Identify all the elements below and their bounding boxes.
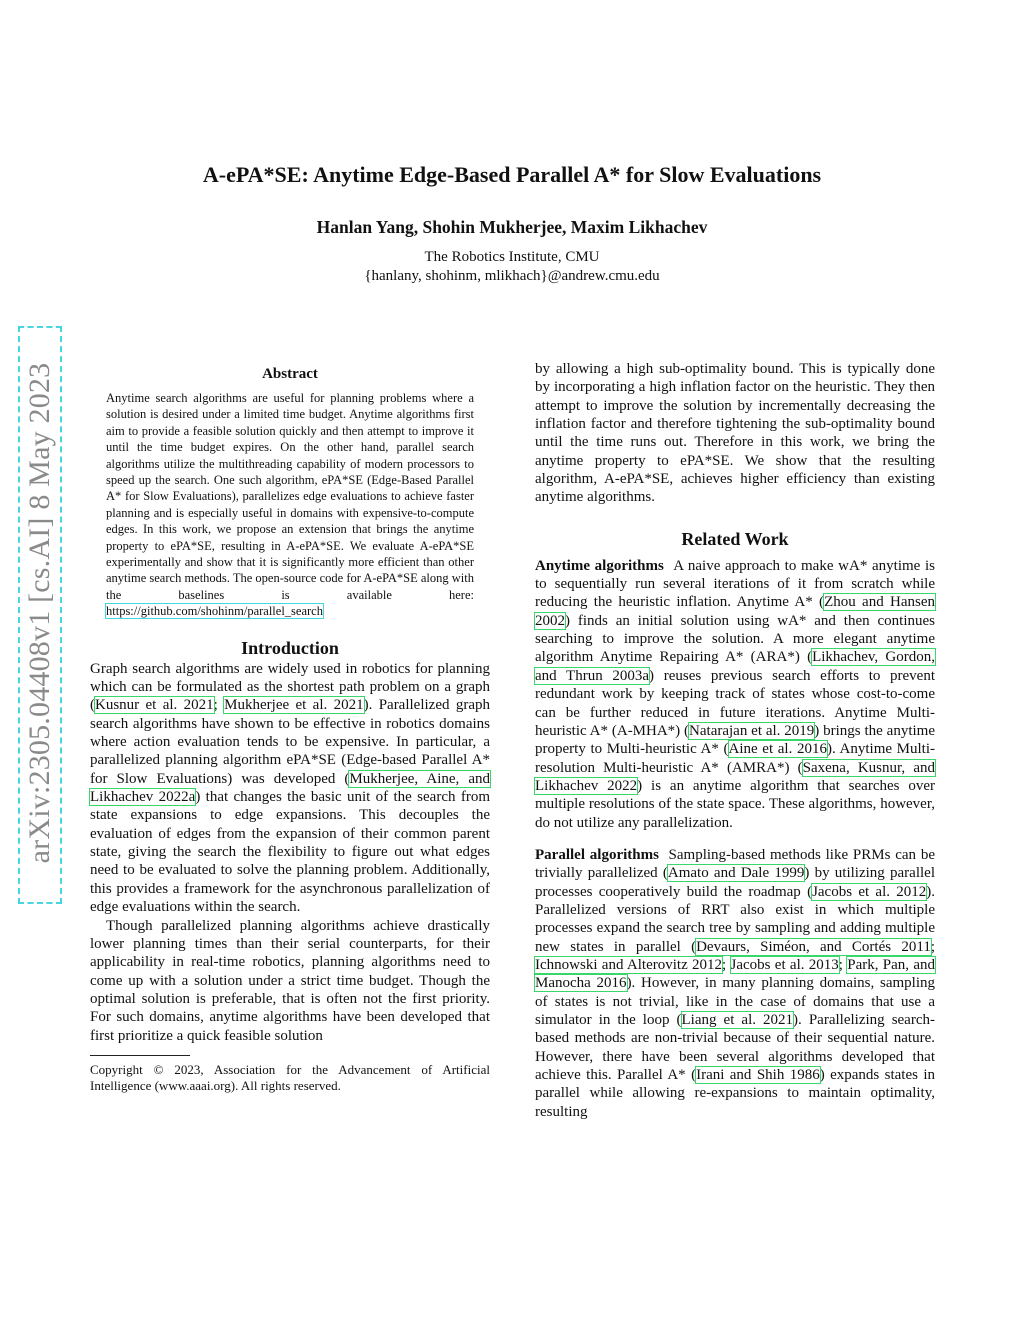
text-run: ). Parallelizing search-based methods are non-trivial because of their sequential nature. However, there have been several algorithms developed that achieve this. Parallel A* ( bbox=[535, 1012, 935, 1084]
text-run: ). Parallelized graph search algorithms have shown to be effective in robotics domains where action evaluation tends to be expensive. In particular, a parallelized planning algorithm ePA*SE (Edge-based Parallel A* for Slow Evaluations) was developed ( bbox=[90, 697, 490, 787]
left-column bbox=[90, 360, 490, 1094]
parallel-algorithms-paragraph bbox=[535, 846, 935, 1121]
affiliation-block bbox=[90, 248, 934, 286]
text-run: ; bbox=[213, 697, 225, 714]
citation-link[interactable]: Amato and Dale 1999 bbox=[667, 865, 805, 882]
citation-link[interactable]: Kusnur et al. 2021 bbox=[95, 697, 214, 714]
anytime-algorithms-paragraph bbox=[535, 557, 935, 832]
text-run: ). Anytime Multi-resolution Multi-heuristic A* (AMRA*) ( bbox=[535, 741, 936, 776]
author-emails: {hanlany, shohinm, mlikhach}@andrew.cmu.edu bbox=[364, 268, 660, 284]
citation-link[interactable]: Likhachev, Gordon, and Thrun 2003a bbox=[535, 649, 935, 684]
citation-link[interactable]: Park, Pan, and Manocha 2016 bbox=[535, 956, 935, 992]
anytime-algorithms-run-head: Anytime algorithms bbox=[535, 557, 664, 574]
footnote-rule bbox=[90, 1055, 190, 1056]
parallel-algorithms-run-head: Parallel algorithms bbox=[535, 846, 659, 863]
citation-link[interactable]: Natarajan et al. 2019 bbox=[689, 722, 815, 739]
code-repository-link[interactable]: https://github.com/shohinm/parallel_search bbox=[106, 604, 323, 619]
text-run: ) finds an initial solution using wA* and then continues searching to improve the solution. A more elegant anytime algorithm Anytime Repairing A* (ARA*) ( bbox=[535, 612, 935, 666]
citation-link[interactable]: Liang et al. 2021 bbox=[681, 1012, 794, 1028]
text-run: Graph search algorithms are widely used in robotics for planning which can be formulated as the shortest path problem on a graph ( bbox=[90, 660, 490, 714]
text-run: ) expands states in parallel while allowing re-expansions to maintain optimality, resulting bbox=[535, 1067, 936, 1120]
abstract-heading: Abstract bbox=[262, 366, 318, 382]
citation-link[interactable]: Irani and Shih 1986 bbox=[696, 1067, 820, 1084]
text-run: Sampling-based methods like PRMs can be trivially parallelized ( bbox=[535, 846, 935, 882]
text-run: ) by utilizing parallel processes cooperatively build the roadmap ( bbox=[535, 865, 935, 900]
citation-link[interactable]: Saxena, Kusnur, and Likhachev 2022 bbox=[535, 759, 935, 794]
copyright-footnote: Copyright © 2023, Association for the Advancement of Artificial Intelligence (www.aaai.org). All rights reserved. bbox=[90, 1061, 490, 1093]
related-work-heading: Related Work bbox=[681, 528, 789, 549]
citation-link[interactable]: Aine et al. 2016 bbox=[728, 741, 827, 758]
citation-link[interactable]: Ichnowski and Alterovitz 2012 bbox=[535, 956, 723, 973]
affiliation: The Robotics Institute, CMU bbox=[424, 249, 600, 265]
text-run: ; bbox=[838, 956, 848, 973]
citation-link[interactable]: Mukherjee, Aine, and Likhachev 2022a bbox=[90, 770, 491, 806]
text-run: ; bbox=[722, 956, 731, 973]
author-list: Hanlan Yang, Shohin Mukherjee, Maxim Likhachev bbox=[316, 217, 708, 237]
paper-title: A-ePA*SE: Anytime Edge-Based Parallel A* for Slow Evaluations bbox=[202, 162, 822, 187]
text-run: ). Parallelized versions of RRT also exist in which multiple processes expand the search tree by sampling and adding multiple new states in parallel ( bbox=[535, 883, 935, 955]
abstract-body: Anytime search algorithms are useful for planning problems where a solution is desired under a limited time budget. Anytime algorithms first aim to provide a feasible solution quickly and then attempt to improve it until the time budget expires. On the other hand, parallel search algorithms utilize the multithreading capability of modern processors to speed up the search. One such algorithm, ePA*SE (Edge-Based Parallel A* for Slow Evaluations), parallelizes edge evaluations to achieve faster planning and is especially useful in domains with expensive-to-compute edges. In this work, we propose an extension that brings the anytime property to ePA*SE, resulting in A-ePA*SE. We evaluate A-ePA*SE experimentally and show that it is significantly more efficient than other anytime search methods. The open-source code for A-ePA*SE along with the baselines is available here: bbox=[106, 391, 474, 602]
citation-link[interactable]: Devaurs, Siméon, and Cortés 2011 bbox=[696, 938, 931, 955]
introduction-paragraph-1 bbox=[90, 660, 490, 917]
text-run: ) reuses previous search efforts to prevent redundant work by keeping track of states whose cost-to-come can be further reduced in future iterations. Anytime Multi-heuristic A* (A-MHA*) ( bbox=[535, 667, 936, 739]
introduction-heading: Introduction bbox=[241, 637, 339, 658]
text-run: A naive approach to make wA* anytime is to sequentially run several iterations of it from scratch while reducing the heuristic inflation. Anytime A* ( bbox=[535, 557, 935, 611]
citation-link[interactable]: Mukherjee et al. 2021 bbox=[224, 697, 364, 714]
right-column bbox=[535, 360, 935, 1121]
citation-link[interactable]: Jacobs et al. 2013 bbox=[730, 956, 839, 973]
text-run: ) brings the anytime property to Multi-heuristic A* ( bbox=[535, 722, 935, 758]
text-run: ) is an anytime algorithm that searches over multiple resolutions of the state space. These algorithms, however, do not utilize any parallelization. bbox=[535, 777, 935, 831]
introduction-continuation: by allowing a high sub-optimality bound. This is typically done by incorporating a high inflation factor on the heuristic. They then attempt to improve the solution by incrementally decreasing the inflation factor and therefore tightening the sub-optimality bound until the time runs out. Therefore in this work, we bring the anytime property to ePA*SE. We show that the resulting algorithm, A-ePA*SE, achieves higher efficiency than existing anytime algorithms. bbox=[535, 361, 935, 506]
arxiv-identifier[interactable]: arXiv:2305.04408v1 [cs.AI] 8 May 2023 bbox=[23, 362, 56, 864]
abstract-text bbox=[106, 390, 474, 620]
citation-link[interactable]: Zhou and Hansen 2002 bbox=[535, 594, 935, 629]
text-run: ). However, in many planning domains, sampling of states is not trivial, like in the case of domains that use a simulator in the loop ( bbox=[535, 975, 935, 1028]
text-run: ) that changes the basic unit of the search from state expansions to edge expansions. This decouples the evaluation of edges from the expansion of their common parent state, giving the search the flexibility to figure out what edges need to be evaluated to solve the planning problem. Additionally, this provides a framework for the asynchronous parallelization of edge evaluations within the search. bbox=[90, 789, 490, 916]
text-run: ; bbox=[930, 938, 935, 955]
introduction-paragraph-2: Though parallelized planning algorithms achieve drastically lower planning times than their serial counterparts, for their applicability in real-time robotics, planning algorithms need to come up with a solution under a strict time budget. Though the optimal solution is preferable, that is often not the first priority. For such domains, anytime algorithms have been developed that first prioritize a quick feasible solution bbox=[90, 917, 490, 1044]
citation-link[interactable]: Jacobs et al. 2012 bbox=[812, 883, 927, 900]
